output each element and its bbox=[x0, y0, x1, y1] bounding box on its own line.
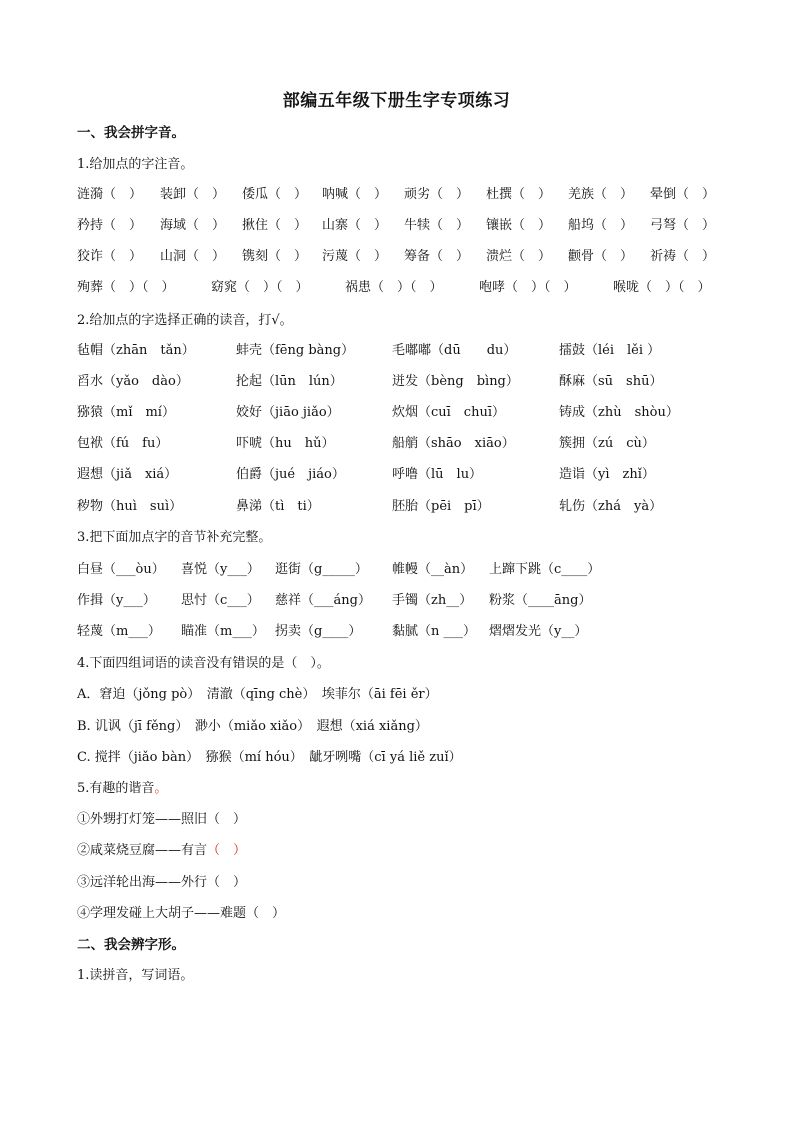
q3-cell: 粉浆（____āng） bbox=[489, 593, 592, 608]
q1-cell: 窈窕（ ）（ ） bbox=[211, 280, 309, 295]
q1-cell: 船坞（ ） bbox=[568, 218, 634, 233]
q3-prompt: 3.把下面加点字的音节补充完整。 bbox=[77, 530, 272, 545]
q1-cell: 喉咙（ ）（ ） bbox=[613, 280, 711, 295]
q4-option-a: A．窘迫（jǒng pò） 清澈（qīng chè） 埃菲尔（āi fēi ěr） bbox=[77, 687, 438, 702]
q5-item-2 bbox=[77, 842, 246, 860]
q4-option-c: C. 搅拌（jiǎo bàn） 猕猴（mí hóu） 龇牙咧嘴（cī yá liě zuǐ） bbox=[77, 750, 462, 765]
q5-item-1 bbox=[77, 811, 246, 829]
q1-cell: 山寨（ ） bbox=[322, 218, 388, 233]
q1-cell: 羌族（ ） bbox=[568, 187, 634, 202]
section-1-heading: 一、我会拼字音。 bbox=[77, 125, 185, 141]
q3-cell: 黏腻（n ___） bbox=[392, 624, 477, 639]
q2-cell: 抡起（lūn lún） bbox=[236, 374, 343, 389]
q3-cell: 轻蔑（m___） bbox=[77, 624, 161, 639]
q5-prompt-dot: 。 bbox=[154, 781, 168, 796]
q3-cell: 熠熠发光（y__） bbox=[489, 624, 588, 639]
q2-cell: 包袱（fú fu） bbox=[77, 436, 169, 451]
q2-cell: 轧伤（zhá yà） bbox=[559, 499, 663, 514]
q2-cell: 擂鼓（léi lěi ） bbox=[559, 343, 661, 358]
q5-prompt-text: 5.有趣的谐音 bbox=[77, 781, 155, 796]
q1-cell: 颧骨（ ） bbox=[568, 249, 634, 264]
q2-cell: 呼噜（lū lu） bbox=[392, 467, 483, 482]
q1-cell: 矜持（ ） bbox=[77, 218, 143, 233]
q1-cell: 祸患（ ）（ ） bbox=[345, 280, 443, 295]
q2-cell: 迸发（bèng bìng） bbox=[392, 374, 519, 389]
section-2-heading: 二、我会辨字形。 bbox=[77, 937, 185, 953]
q3-cell: 慈祥（___áng） bbox=[275, 593, 371, 608]
q5-item-3 bbox=[77, 874, 246, 892]
q2-cell: 吓唬（hu hǔ） bbox=[236, 436, 335, 451]
q5-item-4-text: ④学理发碰上大胡子——难题（ ） bbox=[77, 906, 286, 921]
q2-cell: 铸成（zhù shòu） bbox=[559, 405, 679, 420]
q2-cell: 伯爵（jué jiáo） bbox=[236, 467, 345, 482]
q1-cell: 顽劣（ ） bbox=[404, 187, 470, 202]
q1-cell: 筹备（ ） bbox=[404, 249, 470, 264]
q4-prompt: 4.下面四组词语的读音没有错误的是（ ）。 bbox=[77, 656, 330, 671]
q5-item-2-text: ②咸菜烧豆腐——有言 bbox=[77, 843, 208, 858]
q2-cell: 蚌壳（fēng bàng） bbox=[236, 343, 355, 358]
q2-cell: 酥麻（sū shū） bbox=[559, 374, 663, 389]
q5-item-4 bbox=[77, 905, 285, 923]
q3-cell: 作揖（y___） bbox=[77, 593, 156, 608]
q2-cell: 船艄（shāo xiāo） bbox=[392, 436, 515, 451]
q1-prompt: 1.给加点的字注音。 bbox=[77, 157, 194, 172]
q2-cell: 舀水（yǎo dào） bbox=[77, 374, 189, 389]
q2-cell: 胚胎（pēi pī） bbox=[392, 499, 490, 514]
q1-cell: 镌刻（ ） bbox=[242, 249, 308, 264]
q3-cell: 喜悦（y___） bbox=[181, 562, 260, 577]
q3-cell: 逛街（g_____） bbox=[275, 562, 368, 577]
q1-cell: 污蔑（ ） bbox=[322, 249, 388, 264]
q1-cell: 弓弩（ ） bbox=[650, 218, 716, 233]
q5-item-2-blank: （ ） bbox=[207, 843, 247, 858]
q1-cell: 揪住（ ） bbox=[242, 218, 308, 233]
q3-cell: 思忖（c___） bbox=[181, 593, 260, 608]
q1-cell: 呐喊（ ） bbox=[322, 187, 388, 202]
q3-cell: 帷幔（__àn） bbox=[392, 562, 474, 577]
q2-cell: 簇拥（zú cù） bbox=[559, 436, 655, 451]
q3-cell: 白昼（___òu） bbox=[77, 562, 165, 577]
q3-cell: 瞄准（m___） bbox=[181, 624, 265, 639]
q5-prompt bbox=[77, 780, 167, 798]
q2-cell: 毡帽（zhān tǎn） bbox=[77, 343, 195, 358]
q2-cell: 毛嘟嘟（dū du） bbox=[392, 343, 517, 358]
q1-cell: 杜撰（ ） bbox=[486, 187, 552, 202]
q1-cell: 涟漪（ ） bbox=[77, 187, 143, 202]
q2-cell: 秽物（huì suì） bbox=[77, 499, 183, 514]
sec2-q1-prompt: 1.读拼音，写词语。 bbox=[77, 968, 194, 983]
q1-cell: 晕倒（ ） bbox=[650, 187, 716, 202]
q1-cell: 溃烂（ ） bbox=[486, 249, 552, 264]
q2-cell: 炊烟（cuī chuī） bbox=[392, 405, 505, 420]
q3-cell: 手镯（zh__） bbox=[392, 593, 473, 608]
q2-prompt: 2.给加点的字选择正确的读音，打√。 bbox=[77, 313, 293, 328]
q2-cell: 造诣（yì zhǐ） bbox=[559, 467, 655, 482]
q5-item-1-text: ①外甥打灯笼——照旧（ ） bbox=[77, 812, 247, 827]
page-title: 部编五年级下册生字专项练习 bbox=[282, 91, 511, 111]
q1-cell: 山洞（ ） bbox=[160, 249, 226, 264]
q2-cell: 遐想（jiǎ xiá） bbox=[77, 467, 178, 482]
q3-cell: 上蹿下跳（c____） bbox=[489, 562, 601, 577]
q1-cell: 祈祷（ ） bbox=[650, 249, 716, 264]
q1-cell: 咆哮（ ）（ ） bbox=[479, 280, 577, 295]
q1-cell: 殉葬（ ）（ ） bbox=[77, 280, 175, 295]
q1-cell: 海域（ ） bbox=[160, 218, 226, 233]
q2-cell: 鼻涕（tì ti） bbox=[236, 499, 320, 514]
q1-cell: 镶嵌（ ） bbox=[486, 218, 552, 233]
q1-cell: 装卸（ ） bbox=[160, 187, 226, 202]
q1-cell: 牛犊（ ） bbox=[404, 218, 470, 233]
q2-cell: 猕猿（mǐ mí） bbox=[77, 405, 175, 420]
q2-cell: 姣好（jiāo jiǎo） bbox=[236, 405, 340, 420]
q3-cell: 拐卖（g____） bbox=[275, 624, 362, 639]
q1-cell: 狡诈（ ） bbox=[77, 249, 143, 264]
q4-option-b: B. 讥讽（jī fěng） 渺小（miǎo xiǎo） 遐想（xiá xiǎng） bbox=[77, 719, 428, 734]
q5-item-3-text: ③远洋轮出海——外行（ ） bbox=[77, 875, 247, 890]
q1-cell: 倭瓜（ ） bbox=[242, 187, 308, 202]
